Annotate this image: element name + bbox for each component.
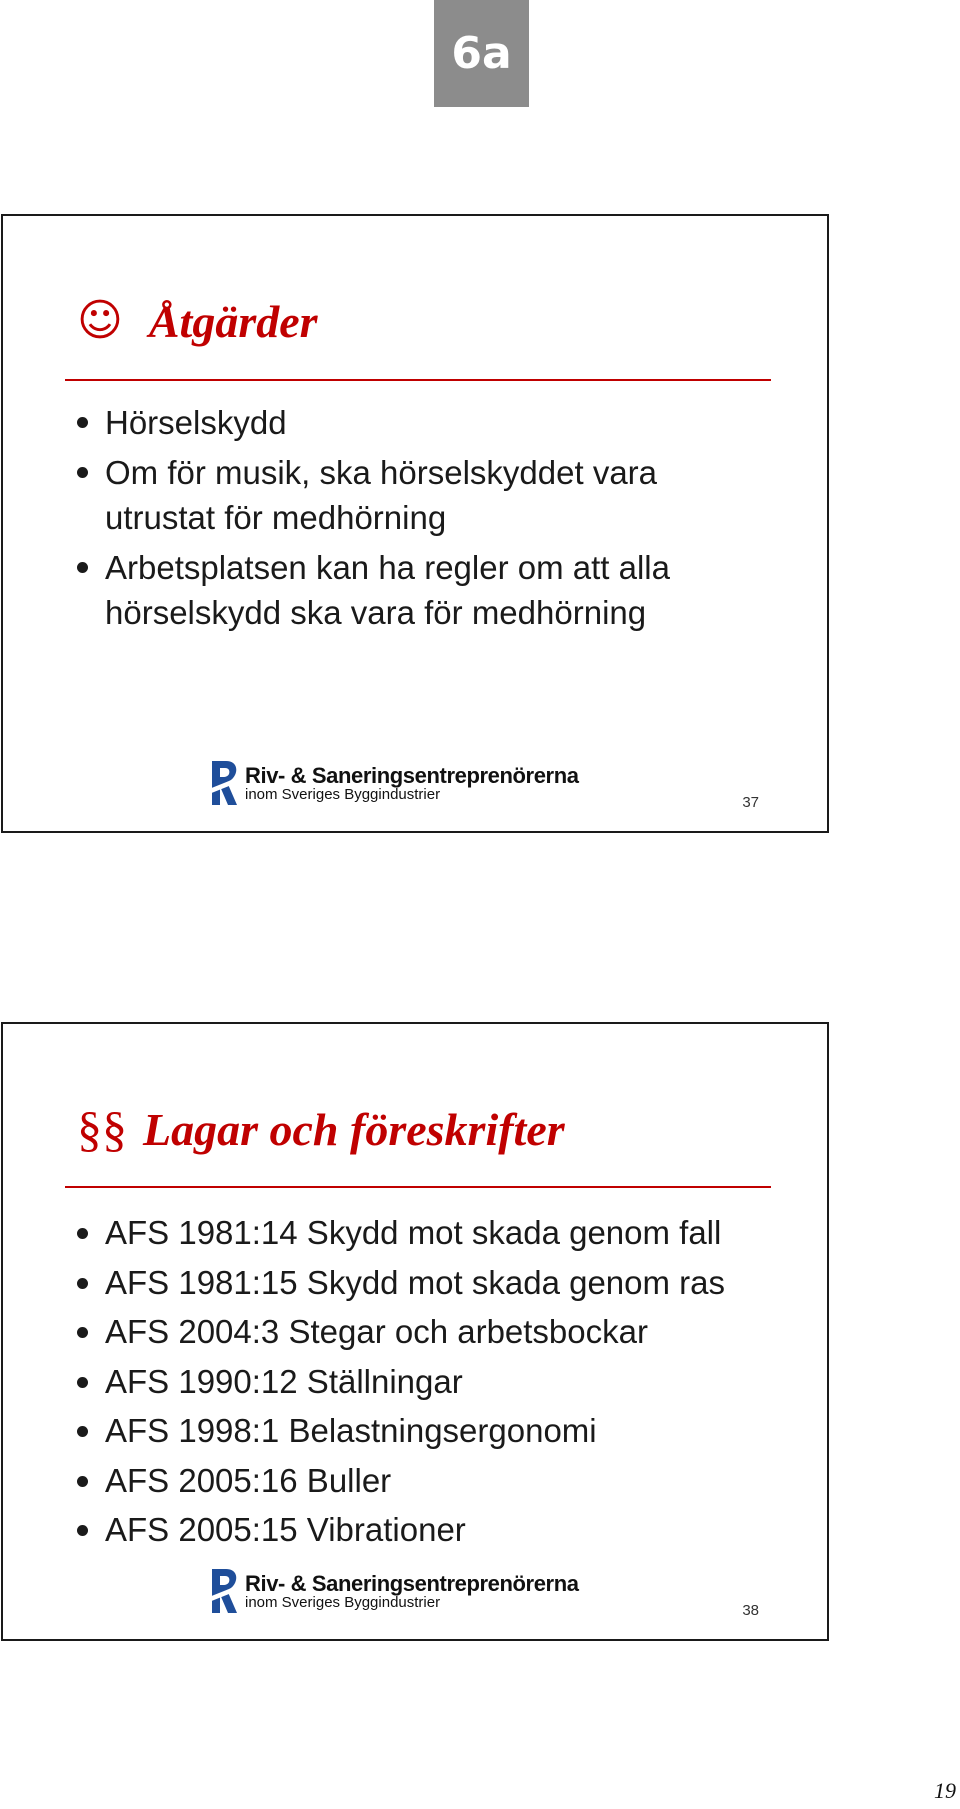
list-item: AFS 1981:15 Skydd mot skada genom ras [73,1258,725,1308]
company-logo [209,759,579,807]
slide-title: Lagar och föreskrifter [143,1103,565,1155]
title-divider [65,379,771,381]
logo-mark-icon [209,1567,239,1615]
list-item: AFS 1998:1 Belastningsergonomi [73,1406,725,1456]
slide-37 [1,214,829,833]
slide-number: 37 [742,794,759,811]
list-item: AFS 1981:14 Skydd mot skada genom fall [73,1208,725,1258]
bullet-list [73,1208,725,1555]
list-item: Om för musik, ska hörselskyddet vara utrustat för medhörning [73,450,745,540]
slide-title-row [77,286,318,356]
company-logo [209,1567,579,1615]
slide-title-row [77,1094,565,1164]
title-divider [65,1186,771,1188]
logo-name: Riv- & Saneringsentreprenörerna [245,1570,579,1596]
logo-mark-icon [209,759,239,807]
section-sign-icon: §§ [77,1101,127,1157]
slide-number: 38 [742,1602,759,1619]
bullet-list [73,400,745,640]
list-item: AFS 2005:16 Buller [73,1456,725,1506]
list-item: AFS 1990:12 Ställningar [73,1357,725,1407]
slide-title: Åtgärder [148,295,318,347]
smiley-icon: ☺ [77,295,123,346]
page-number: 19 [934,1778,956,1803]
list-item: Arbetsplatsen kan ha regler om att alla hörselskydd ska vara för medhörning [73,545,745,635]
section-tab: 6a [434,0,529,107]
list-item: AFS 2005:15 Vibrationer [73,1505,725,1555]
list-item: Hörselskydd [73,400,745,445]
logo-tagline: inom Sveriges Byggindustrier [245,785,441,803]
list-item: AFS 2004:3 Stegar och arbetsbockar [73,1307,725,1357]
slide-38 [1,1022,829,1641]
logo-tagline: inom Sveriges Byggindustrier [245,1593,441,1611]
logo-name: Riv- & Saneringsentreprenörerna [245,762,579,788]
